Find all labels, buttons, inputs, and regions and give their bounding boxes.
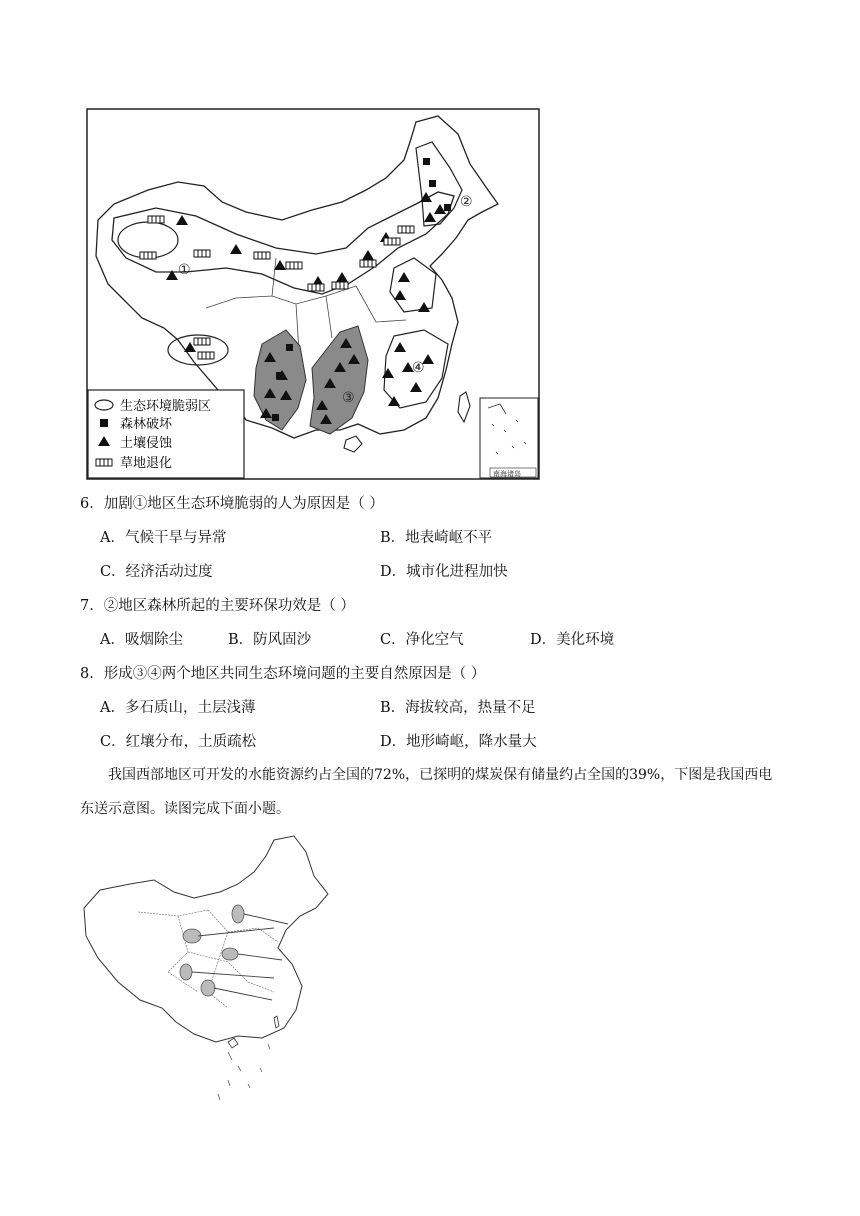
question-7-option-b: B．防风固沙 — [228, 632, 312, 648]
svg-text:土壤侵蚀: 土壤侵蚀 — [120, 436, 173, 451]
question-6-option-c: C．经济活动过度 — [100, 564, 213, 580]
question-7-stem: 7．②地区森林所起的主要环保功效是（ ） — [80, 598, 355, 614]
south-china-sea-inset — [480, 398, 538, 478]
question-7-option-c: C．净化空气 — [380, 632, 464, 648]
svg-text:南海诸岛: 南海诸岛 — [493, 470, 521, 478]
question-6-option-d: D．城市化进程加快 — [380, 564, 508, 580]
question-8-option-d: D．地形崎岖，降水量大 — [380, 734, 537, 750]
square-legend-icon — [100, 419, 108, 427]
svg-text:森林破坏: 森林破坏 — [120, 417, 173, 432]
west-east-power-map — [78, 832, 340, 1106]
svg-text:生态环境脆弱区: 生态环境脆弱区 — [120, 399, 212, 414]
question-8-option-b: B．海拔较高，热量不足 — [380, 700, 536, 716]
svg-text:草地退化: 草地退化 — [120, 456, 173, 471]
region-label-1: ① — [178, 262, 191, 278]
question-6-option-a: A．气候干旱与异常 — [100, 530, 227, 546]
region-label-2: ② — [460, 194, 473, 210]
region-label-3: ③ — [342, 390, 355, 406]
region-label-4: ④ — [412, 360, 425, 376]
hatched-legend-icon — [96, 459, 112, 466]
question-8-stem: 8．形成③④两个地区共同生态环境问题的主要自然原因是（ ） — [80, 666, 486, 682]
question-8-option-c: C．红壤分布，土质疏松 — [100, 734, 257, 750]
map-legend — [88, 390, 244, 478]
question-8-option-a: A．多石质山，土层浅薄 — [100, 700, 256, 716]
question-7-option-a: A．吸烟除尘 — [100, 632, 183, 648]
question-6-option-b: B．地表崎岖不平 — [380, 530, 493, 546]
china-ecological-map — [86, 108, 540, 480]
passage: 我国西部地区可开发的水能资源约占全国的72%，已探明的煤炭保有储量约占全国的39%，下图是我国西电东送示意图。读图完成下面小题。 — [80, 767, 773, 817]
question-6-stem: 6．加剧①地区生态环境脆弱的人为原因是（ ） — [80, 496, 384, 512]
question-7-option-d: D．美化环境 — [530, 632, 615, 648]
